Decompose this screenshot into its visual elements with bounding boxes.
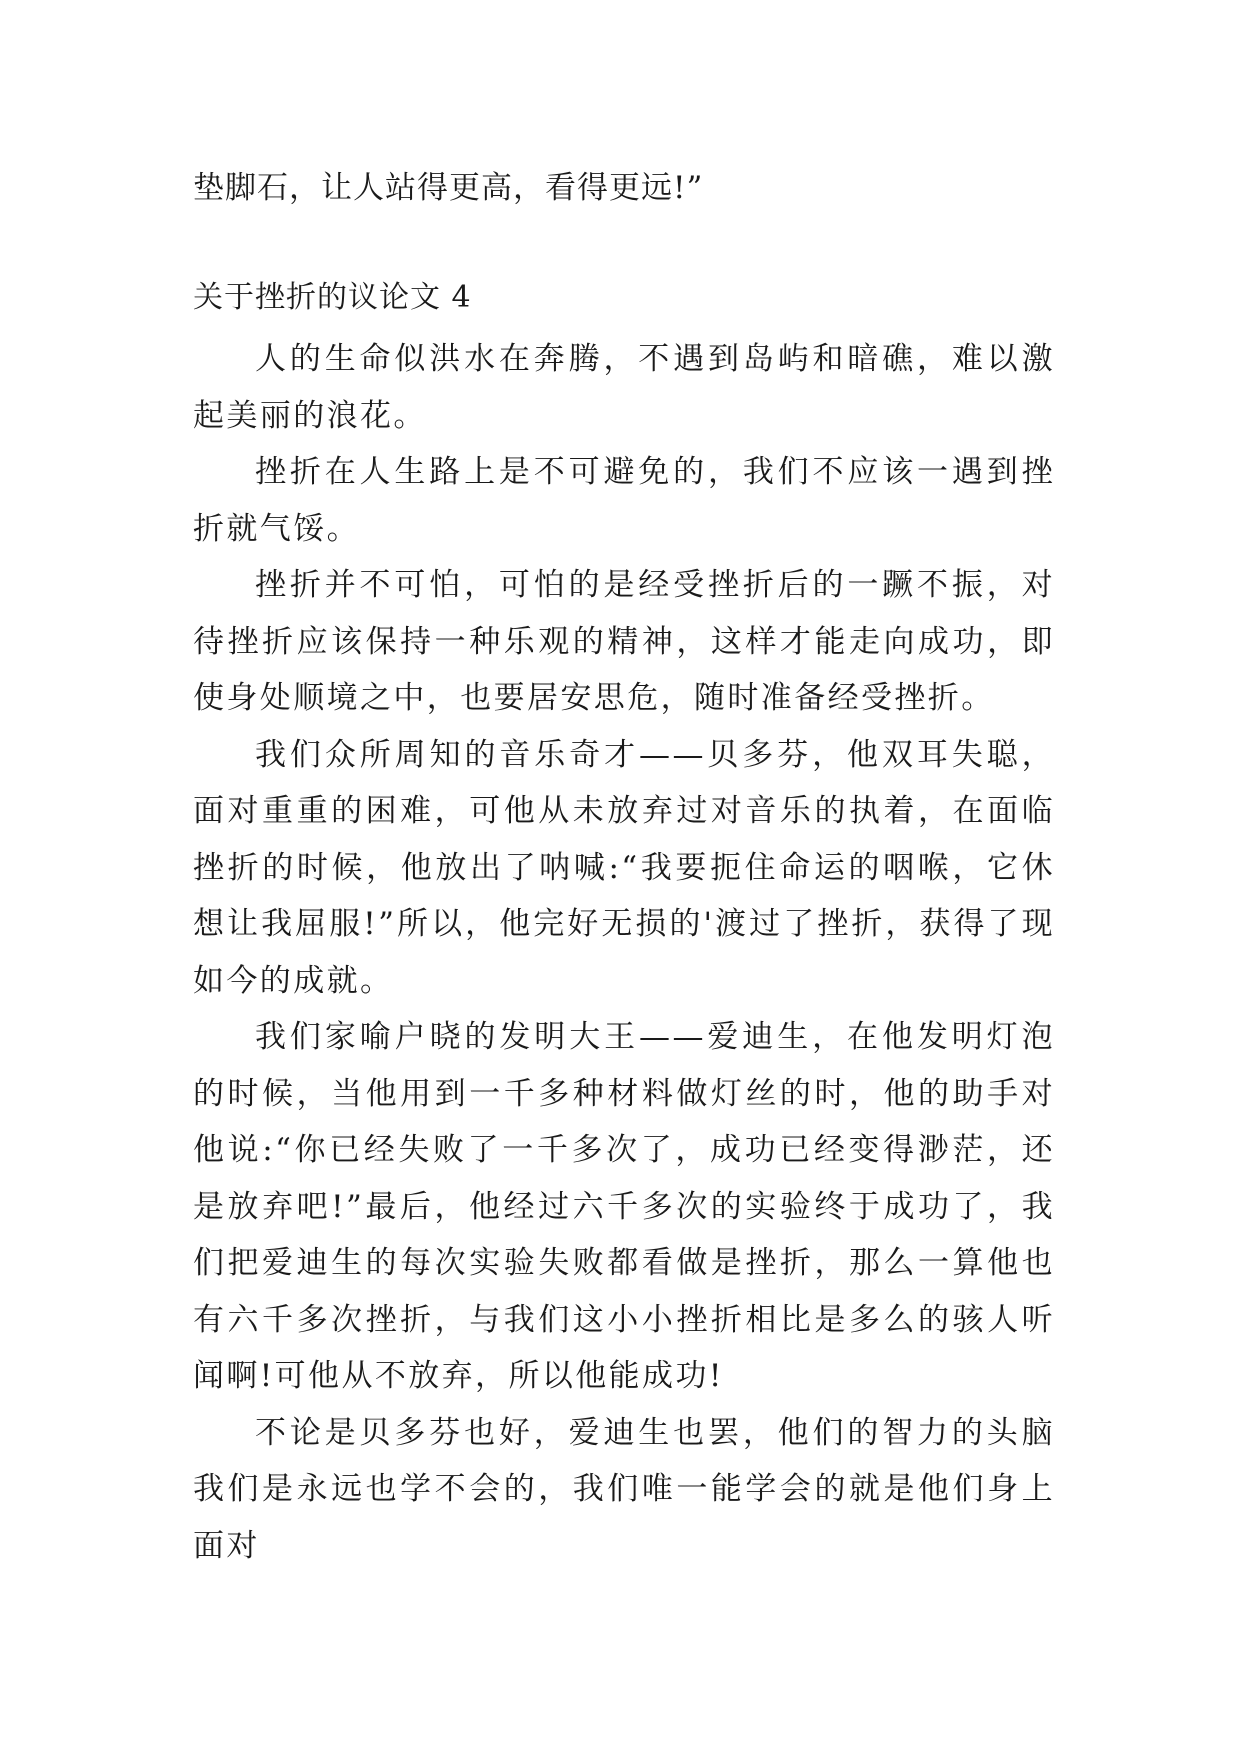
- paragraph: 我们家喻户晓的发明大王——爱迪生，在他发明灯泡的时候，当他用到一千多种材料做灯丝的时，他的助手对他说:“你已经失败了一千多次了，成功已经变得渺茫，还是放弃吧!”最后，他经过六千多次的实验终于成功了，我们把爱迪生的每次实验失败都看做是挫折，那么一算他也有六千多次挫折，与我们这小小挫折相比是多么的骇人听闻啊!可他从不放弃，所以他能成功!: [193, 1019, 1055, 1394]
- paragraph: 挫折并不可怕，可怕的是经受挫折后的一蹶不振，对待挫折应该保持一种乐观的精神，这样才能走向成功，即使身处顺境之中，也要居安思危，随时准备经受挫折。: [193, 567, 1055, 716]
- paragraph: 人的生命似洪水在奔腾，不遇到岛屿和暗礁，难以激起美丽的浪花。: [193, 341, 1055, 434]
- paragraph: 不论是贝多芬也好，爱迪生也罢，他们的智力的头脑我们是永远也学不会的，我们唯一能学会的就是他们身上面对: [193, 1414, 1055, 1564]
- paragraph: 我们众所周知的音乐奇才——贝多芬，他双耳失聪，面对重重的困难，可他从未放弃过对音乐的执着，在面临挫折的时候，他放出了呐喊:“我要扼住命运的咽喉，它休想让我屈服!”所以，他完好无损的'渡过了挫折，获得了现如今的成就。: [193, 736, 1055, 999]
- continuation-line: 垫脚石，让人站得更高，看得更远!”: [193, 170, 704, 206]
- paragraph: 挫折在人生路上是不可避免的，我们不应该一遇到挫折就气馁。: [193, 454, 1055, 547]
- essay-body: [193, 331, 1055, 1574]
- essay-title: 关于挫折的议论文 4: [193, 280, 472, 315]
